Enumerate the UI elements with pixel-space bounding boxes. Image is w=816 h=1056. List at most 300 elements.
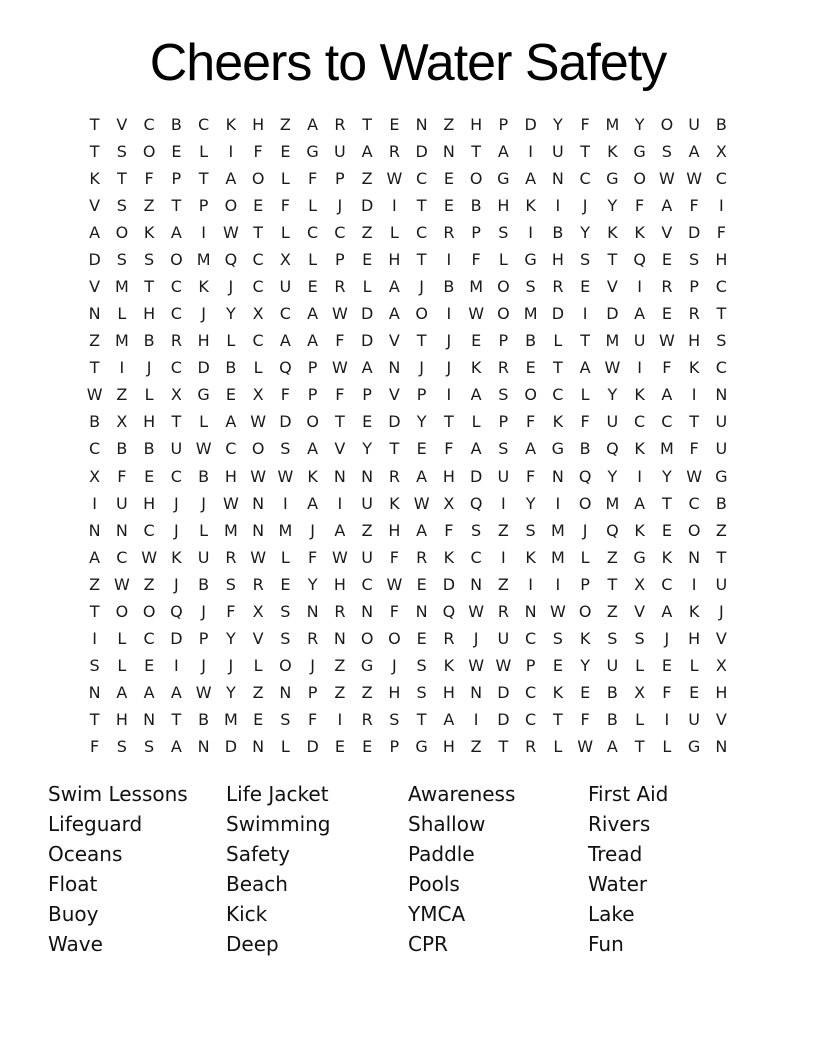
grid-letter: F: [526, 466, 536, 486]
grid-letter: R: [661, 277, 673, 296]
grid-letter: D: [360, 304, 374, 324]
grid-letter: I: [528, 222, 533, 242]
grid-letter: S: [552, 629, 563, 649]
grid-letter: H: [470, 114, 483, 134]
grid-letter: W: [250, 547, 267, 567]
grid-letter: H: [224, 466, 237, 486]
grid-letter: U: [334, 141, 346, 161]
grid-letter: K: [143, 222, 155, 242]
grid-letter: A: [661, 601, 673, 621]
word-list-item: Shallow: [408, 812, 486, 836]
grid-letter: D: [197, 358, 210, 378]
grid-letter: Q: [606, 439, 619, 459]
grid-letter: E: [661, 520, 672, 540]
grid-letter: V: [715, 710, 727, 730]
grid-letter: H: [333, 574, 346, 594]
grid-letter: G: [524, 249, 537, 269]
grid-letter: O: [279, 656, 292, 676]
grid-letter: W: [250, 412, 267, 432]
grid-letter: H: [388, 683, 401, 703]
grid-letter: L: [308, 195, 318, 215]
grid-letter: O: [633, 168, 646, 188]
grid-letter: P: [362, 385, 372, 405]
word-list-item: Wave: [48, 932, 103, 956]
grid-letter: L: [253, 656, 263, 676]
grid-letter: H: [442, 737, 455, 757]
grid-letter: O: [687, 520, 701, 540]
grid-letter: I: [637, 466, 642, 486]
grid-letter: S: [416, 656, 427, 676]
grid-letter: R: [443, 629, 455, 649]
word-column: [408, 779, 515, 959]
grid-letter: E: [280, 574, 291, 594]
grid-letter: W: [331, 304, 348, 324]
grid-letter: F: [444, 439, 454, 459]
grid-letter: T: [552, 710, 563, 730]
grid-letter: B: [715, 114, 727, 134]
grid-letter: P: [307, 358, 318, 378]
grid-letter: J: [582, 195, 588, 215]
grid-letter: U: [715, 439, 728, 459]
grid-letter: T: [552, 358, 563, 378]
grid-letter: E: [389, 114, 400, 134]
grid-letter: C: [170, 277, 182, 296]
grid-letter: E: [416, 439, 427, 459]
grid-letter: Y: [307, 574, 318, 594]
grid-letter: F: [689, 195, 699, 215]
grid-letter: I: [555, 195, 561, 215]
grid-letter: L: [689, 656, 699, 676]
grid-letter: I: [582, 304, 588, 324]
grid-letter: W: [331, 358, 348, 378]
grid-letter: F: [580, 710, 590, 730]
grid-letter: F: [580, 412, 590, 432]
grid-letter: I: [528, 574, 533, 594]
grid-letter: U: [116, 493, 128, 513]
grid-letter: L: [498, 249, 508, 269]
word-list-item: Buoy: [48, 902, 99, 926]
grid-letter: I: [691, 574, 697, 594]
grid-letter: W: [549, 601, 566, 621]
grid-letter: C: [143, 629, 155, 649]
grid-letter: F: [308, 547, 318, 567]
grid-letter: T: [171, 710, 182, 730]
grid-letter: V: [661, 222, 673, 242]
grid-letter: W: [386, 574, 403, 594]
grid-letter: C: [170, 466, 182, 486]
grid-letter: M: [223, 710, 238, 730]
grid-letter: G: [497, 168, 510, 188]
grid-letter: Z: [89, 331, 101, 351]
grid-letter: R: [552, 277, 564, 296]
grid-letter: H: [143, 304, 156, 324]
grid-letter: C: [116, 547, 128, 567]
grid-letter: O: [251, 168, 265, 188]
grid-letter: S: [280, 439, 291, 459]
grid-letter: F: [280, 385, 290, 405]
grid-letter: J: [664, 629, 670, 649]
grid-letter: D: [224, 737, 238, 757]
grid-letter: M: [523, 304, 538, 324]
grid-letter: S: [144, 737, 155, 757]
grid-letter: C: [89, 439, 101, 459]
grid-letter: E: [689, 683, 700, 703]
grid-letter: J: [228, 277, 234, 296]
grid-letter: T: [471, 141, 482, 161]
grid-letter: N: [415, 601, 428, 621]
grid-letter: J: [201, 304, 206, 324]
grid-letter: S: [116, 195, 127, 215]
grid-letter: D: [360, 331, 374, 351]
grid-letter: Y: [225, 629, 236, 649]
grid-letter: W: [468, 656, 485, 676]
grid-letter: C: [170, 304, 182, 324]
grid-letter: K: [634, 439, 645, 459]
grid-letter: M: [605, 493, 620, 513]
grid-letter: W: [495, 656, 512, 676]
grid-letter: P: [498, 412, 509, 432]
grid-letter: J: [392, 656, 397, 676]
grid-letter: J: [310, 656, 315, 676]
grid-letter: T: [253, 222, 264, 242]
grid-letter: I: [501, 547, 506, 567]
word-column: [48, 779, 188, 959]
grid-letter: F: [335, 331, 345, 351]
grid-letter: F: [662, 683, 672, 703]
grid-letter: M: [550, 547, 565, 567]
grid-letter: B: [170, 114, 182, 134]
grid-letter: S: [116, 737, 127, 757]
grid-letter: U: [633, 331, 646, 351]
grid-letter: B: [606, 710, 618, 730]
grid-letter: C: [579, 168, 591, 188]
grid-letter: S: [280, 629, 291, 649]
grid-letter: R: [443, 222, 455, 242]
grid-letter: C: [252, 277, 264, 296]
grid-letter: L: [280, 222, 290, 242]
grid-letter: I: [691, 385, 697, 405]
grid-letter: I: [446, 385, 452, 405]
grid-letter: L: [635, 656, 645, 676]
grid-letter: P: [171, 168, 182, 188]
grid-letter: Z: [116, 385, 128, 405]
grid-letter: O: [415, 304, 428, 324]
grid-letter: C: [416, 168, 428, 188]
grid-letter: L: [117, 629, 127, 649]
grid-letter: V: [388, 331, 400, 351]
grid-letter: S: [471, 520, 482, 540]
grid-letter: C: [661, 412, 673, 432]
grid-letter: A: [443, 710, 455, 730]
grid-letter: F: [716, 222, 726, 242]
grid-letter: A: [307, 114, 319, 134]
grid-letter: Y: [225, 683, 236, 703]
grid-letter: S: [525, 520, 536, 540]
grid-letter: W: [277, 466, 294, 486]
grid-letter: A: [661, 385, 673, 405]
grid-letter: K: [634, 222, 645, 242]
grid-letter: R: [497, 358, 509, 378]
grid-letter: F: [662, 358, 672, 378]
grid-letter: F: [580, 114, 590, 134]
grid-letter: N: [688, 547, 701, 567]
grid-letter: T: [607, 249, 618, 269]
grid-letter: X: [443, 493, 455, 513]
grid-letter: T: [334, 412, 345, 432]
word-list-item: Paddle: [408, 842, 475, 866]
grid-letter: O: [524, 385, 537, 405]
grid-letter: A: [361, 141, 373, 161]
grid-letter: A: [279, 331, 291, 351]
grid-letter: H: [551, 249, 564, 269]
grid-letter: L: [389, 222, 399, 242]
grid-letter: W: [113, 574, 130, 594]
grid-letter: Z: [361, 683, 373, 703]
grid-letter: W: [195, 439, 212, 459]
word-list-item: Lake: [588, 902, 635, 926]
grid-letter: O: [497, 277, 510, 296]
grid-letter: K: [661, 547, 673, 567]
grid-letter: W: [250, 466, 267, 486]
grid-letter: X: [252, 304, 264, 324]
grid-letter: Z: [334, 683, 346, 703]
grid-letter: L: [280, 737, 290, 757]
word-list-item: Life Jacket: [226, 782, 329, 806]
grid-letter: E: [416, 574, 427, 594]
grid-letter: Y: [362, 439, 373, 459]
grid-letter: F: [389, 547, 399, 567]
grid-letter: I: [201, 222, 206, 242]
grid-letter: N: [415, 114, 428, 134]
grid-letter: J: [446, 358, 452, 378]
grid-letter: N: [361, 466, 374, 486]
grid-letter: R: [525, 737, 537, 757]
grid-letter: W: [195, 683, 212, 703]
grid-letter: B: [198, 574, 210, 594]
grid-letter: Y: [580, 222, 591, 242]
grid-letter: M: [605, 114, 620, 134]
word-list-item: Rivers: [588, 812, 651, 836]
grid-letter: M: [114, 277, 129, 296]
grid-letter: O: [497, 304, 510, 324]
grid-letter: A: [361, 358, 373, 378]
grid-letter: O: [578, 493, 592, 513]
grid-letter: F: [253, 141, 263, 161]
grid-letter: Q: [442, 601, 456, 621]
grid-letter: E: [443, 195, 454, 215]
grid-letter: D: [469, 466, 483, 486]
word-column: [588, 779, 668, 959]
grid-letter: C: [361, 574, 373, 594]
grid-letter: O: [115, 601, 129, 621]
grid-letter: N: [306, 601, 319, 621]
grid-letter: V: [634, 601, 646, 621]
grid-letter: H: [688, 629, 701, 649]
grid-letter: A: [470, 385, 482, 405]
grid-letter: Z: [497, 574, 509, 594]
grid-letter: T: [144, 277, 155, 296]
grid-letter: Q: [170, 601, 183, 621]
grid-letter: V: [116, 114, 128, 134]
grid-letter: H: [715, 249, 728, 269]
grid-letter: P: [580, 574, 590, 594]
grid-letter: N: [470, 683, 483, 703]
grid-letter: Z: [361, 520, 373, 540]
grid-letter: Y: [225, 304, 236, 324]
grid-letter: T: [443, 412, 454, 432]
grid-letter: B: [525, 331, 537, 351]
grid-letter: H: [388, 520, 401, 540]
grid-letter: B: [198, 466, 210, 486]
grid-letter: W: [86, 385, 103, 405]
grid-letter: E: [661, 656, 672, 676]
grid-letter: F: [389, 601, 399, 621]
puzzle-title: Cheers to Water Safety: [149, 34, 667, 92]
grid-letter: A: [170, 222, 182, 242]
grid-letter: M: [469, 277, 484, 296]
grid-letter: N: [551, 168, 564, 188]
grid-letter: E: [280, 141, 291, 161]
grid-letter: E: [334, 737, 345, 757]
grid-letter: T: [416, 331, 427, 351]
grid-letter: D: [497, 710, 510, 730]
grid-letter: L: [580, 547, 590, 567]
grid-letter: P: [198, 629, 209, 649]
grid-letter: U: [552, 141, 564, 161]
grid-letter: I: [719, 195, 724, 215]
grid-letter: D: [170, 629, 183, 649]
grid-letter: N: [252, 520, 265, 540]
grid-letter: L: [662, 737, 672, 757]
grid-letter: V: [388, 385, 400, 405]
grid-letter: G: [633, 547, 646, 567]
grid-letter: O: [224, 195, 238, 215]
grid-letter: N: [88, 520, 101, 540]
grid-letter: R: [388, 466, 400, 486]
grid-letter: G: [606, 168, 619, 188]
grid-letter: U: [715, 412, 728, 432]
grid-letter: H: [252, 114, 265, 134]
grid-letter: Z: [361, 222, 373, 242]
grid-letter: E: [307, 277, 318, 296]
grid-letter: S: [498, 439, 509, 459]
grid-letter: E: [552, 656, 563, 676]
grid-letter: Y: [661, 466, 672, 486]
grid-letter: T: [634, 737, 645, 757]
grid-letter: L: [553, 331, 563, 351]
grid-letter: T: [661, 493, 672, 513]
grid-letter: T: [89, 710, 100, 730]
grid-letter: D: [279, 412, 292, 432]
grid-letter: C: [661, 574, 673, 594]
grid-letter: Y: [416, 412, 427, 432]
grid-letter: T: [171, 195, 182, 215]
grid-letter: R: [388, 141, 400, 161]
grid-letter: X: [715, 141, 727, 161]
grid-letter: E: [362, 412, 373, 432]
word-list-item: Float: [48, 872, 98, 896]
grid-letter: O: [142, 141, 156, 161]
grid-letter: F: [444, 520, 454, 540]
word-list-item: YMCA: [408, 902, 466, 926]
grid-letter: J: [228, 656, 234, 676]
grid-letter: Z: [606, 547, 618, 567]
grid-letter: I: [501, 493, 506, 513]
grid-letter: E: [661, 304, 672, 324]
grid-letter: T: [198, 168, 209, 188]
grid-letter: X: [89, 466, 101, 486]
word-list-item: Oceans: [48, 842, 123, 866]
grid-letter: E: [580, 277, 591, 296]
grid-letter: I: [637, 358, 642, 378]
grid-letter: S: [580, 249, 591, 269]
grid-letter: H: [115, 710, 128, 730]
grid-letter: Y: [607, 466, 618, 486]
grid-letter: D: [415, 141, 428, 161]
grid-letter: V: [334, 439, 346, 459]
grid-letter: R: [307, 629, 319, 649]
grid-letter: N: [524, 601, 537, 621]
grid-letter: O: [115, 222, 129, 242]
grid-letter: T: [416, 195, 427, 215]
grid-letter: R: [497, 601, 509, 621]
grid-letter: P: [498, 331, 509, 351]
grid-letter: U: [170, 439, 183, 459]
grid-letter: N: [442, 141, 455, 161]
grid-letter: S: [416, 683, 427, 703]
grid-letter: J: [201, 601, 206, 621]
grid-letter: Z: [143, 574, 155, 594]
grid-letter: M: [223, 520, 238, 540]
grid-letter: G: [360, 656, 374, 676]
grid-letter: A: [225, 168, 237, 188]
grid-letter: N: [115, 520, 128, 540]
grid-letter: L: [580, 385, 590, 405]
grid-letter: S: [89, 656, 100, 676]
grid-letter: Z: [497, 520, 509, 540]
grid-letter: L: [471, 412, 481, 432]
grid-letter: N: [88, 304, 101, 324]
grid-letter: J: [473, 629, 479, 649]
grid-letter: R: [688, 304, 700, 324]
grid-letter: T: [716, 304, 727, 324]
grid-letter: M: [278, 520, 293, 540]
grid-letter: N: [715, 385, 728, 405]
grid-letter: S: [689, 249, 700, 269]
grid-letter: W: [331, 547, 348, 567]
grid-letter: C: [634, 412, 646, 432]
grid-letter: G: [687, 737, 701, 757]
grid-letter: F: [635, 195, 645, 215]
grid-letter: E: [225, 385, 236, 405]
grid-letter: D: [388, 412, 401, 432]
grid-letter: F: [144, 168, 154, 188]
word-list-item: Deep: [226, 932, 279, 956]
grid-letter: T: [607, 574, 618, 594]
grid-letter: C: [525, 710, 537, 730]
grid-letter: Z: [89, 574, 101, 594]
grid-letter: X: [170, 385, 182, 405]
grid-letter: K: [607, 222, 618, 242]
grid-letter: A: [307, 439, 319, 459]
grid-letter: P: [307, 683, 318, 703]
grid-letter: P: [525, 656, 536, 676]
grid-letter: Y: [552, 114, 563, 134]
grid-letter: H: [388, 249, 401, 269]
grid-letter: T: [362, 114, 373, 134]
grid-letter: U: [688, 114, 700, 134]
grid-letter: C: [416, 222, 428, 242]
